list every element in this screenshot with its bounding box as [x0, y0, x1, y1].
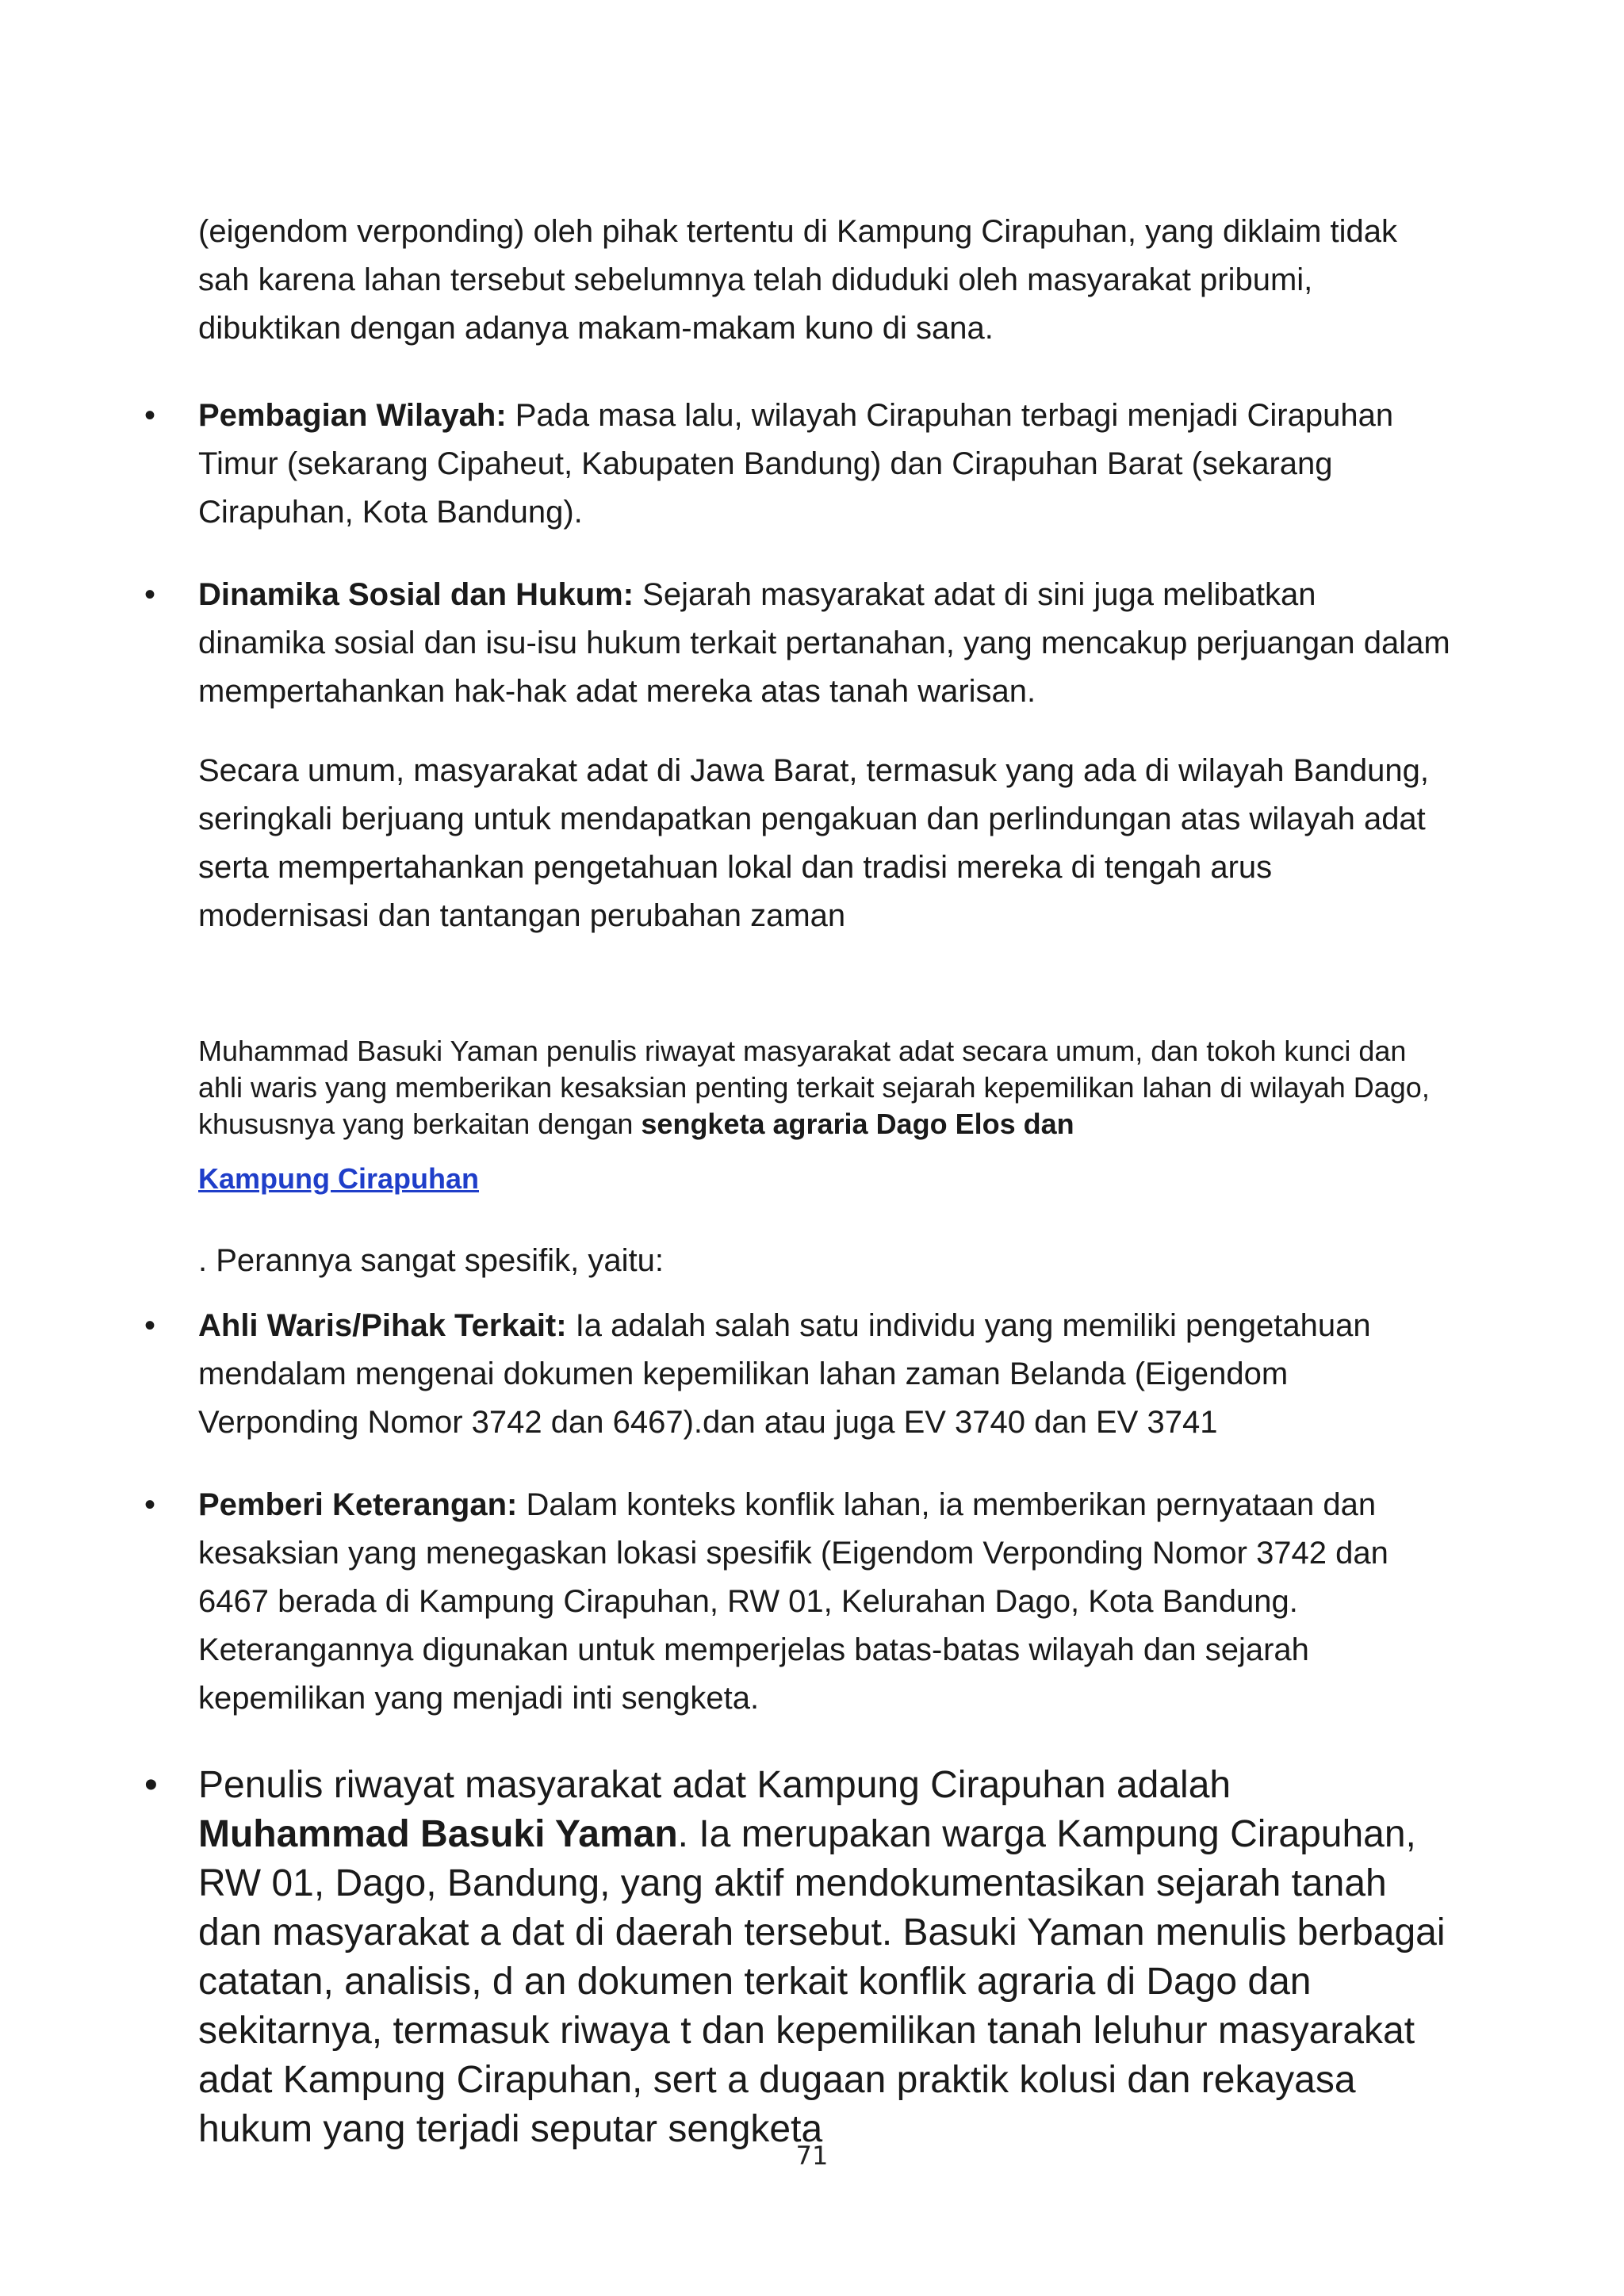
- bullet-heading: Ahli Waris/Pihak Terkait:: [198, 1308, 567, 1343]
- author-text: Muhammad Basuki Yaman penulis riwayat masyarakat adat secara umum, dan tokoh kunci dan ahli waris yang memberikan kesaksian penting terkait sejarah kepemilikan lahan di wilayah Dago, khususnya yang berkaitan dengan: [198, 1035, 1430, 1140]
- bullet-icon: •: [144, 1487, 156, 1522]
- bullet-heading: Pemberi Keterangan:: [198, 1487, 518, 1522]
- bullet-heading: Dinamika Sosial dan Hukum:: [198, 577, 634, 612]
- intro-paragraph: [198, 208, 1451, 353]
- bullet-icon: •: [144, 1308, 156, 1343]
- bullet-text: Ia adalah salah satu individu yang memiliki pengetahuan mendalam mengenai dokumen kepemilikan lahan zaman Belanda (Eigendom Verponding Nomor 3742 dan 6467).dan atau juga EV 3740 dan EV 3741: [198, 1308, 1371, 1440]
- bullet-penulis-riwayat: [198, 1761, 1451, 2154]
- bullet-icon: •: [144, 577, 156, 612]
- final-text-post: . Ia merupakan warga Kampung Cirapuhan, RW 01, Dago, Bandung, yang aktif mendokumentasikan sejarah tanah dan masyarakat a dat di daerah tersebut. Basuki Yaman menulis berbagai catatan, analisis, d an dokumen terkait konflik agraria di Dago dan sekitarnya, termasuk riwaya t dan kepemilikan tanah leluhur masyarakat adat Kampung Cirapuhan, sert a dugaan praktik kolusi dan rekayasa hukum yang terjadi seputar sengketa: [198, 1813, 1446, 2150]
- bullet-text: Dalam konteks konflik lahan, ia memberikan pernyataan dan kesaksian yang menegaskan lokasi spesifik (Eigendom Verponding Nomor 3742 dan 6467 berada di Kampung Cirapuhan, RW 01, Kelurahan Dago, Kota Bandung. Keterangannya digunakan untuk memperjelas batas-batas wilayah dan sejarah kepemilikan yang menjadi inti sengketa.: [198, 1487, 1388, 1716]
- bullet-dinamika-sosial: [198, 571, 1451, 716]
- final-text-bold: Muhammad Basuki Yaman: [198, 1813, 678, 1855]
- bullet-heading: Pembagian Wilayah:: [198, 398, 507, 433]
- bullet-text: Sejarah masyarakat adat di sini juga melibatkan dinamika sosial dan isu-isu hukum terkait pertanahan, yang mencakup perjuangan dalam mempertahankan hak-hak adat mereka atas tanah warisan.: [198, 577, 1450, 709]
- author-paragraph: [198, 1033, 1451, 1142]
- page-number: 71: [795, 2141, 829, 2171]
- summary-text: Secara umum, masyarakat adat di Jawa Barat, termasuk yang ada di wilayah Bandung, seringkali berjuang untuk mendapatkan pengakuan dan perlindungan atas wilayah adat serta mempertahankan pengetahuan lokal dan tradisi mereka di tengah arus modernisasi dan tantangan perubahan zaman: [198, 753, 1429, 933]
- bullet-ahli-waris: [198, 1302, 1451, 1447]
- bullet-pembagian-wilayah: [198, 392, 1451, 537]
- bullet-text: Pada masa lalu, wilayah Cirapuhan terbagi menjadi Cirapuhan Timur (sekarang Cipaheut, Kabupaten Bandung) dan Cirapuhan Barat (sekarang Cirapuhan, Kota Bandung).: [198, 398, 1394, 530]
- link-line: [198, 1162, 1451, 1196]
- bullet-icon: •: [144, 1764, 158, 1806]
- author-bold-text: sengketa agraria Dago Elos dan: [641, 1108, 1074, 1140]
- summary-paragraph: [198, 747, 1451, 940]
- bullet-pemberi-keterangan: [198, 1481, 1451, 1723]
- role-intro: [198, 1237, 1451, 1285]
- bullet-icon: •: [144, 398, 156, 433]
- kampung-cirapuhan-link[interactable]: Kampung Cirapuhan: [198, 1162, 480, 1195]
- role-intro-text: . Perannya sangat spesifik, yaitu:: [198, 1243, 664, 1278]
- intro-text: (eigendom verponding) oleh pihak tertentu di Kampung Cirapuhan, yang diklaim tidak sah karena lahan tersebut sebelumnya telah diduduki oleh masyarakat pribumi, dibuktikan dengan adanya makam-makam kuno di sana.: [198, 214, 1398, 346]
- final-text-pre: Penulis riwayat masyarakat adat Kampung Cirapuhan adalah: [198, 1764, 1231, 1806]
